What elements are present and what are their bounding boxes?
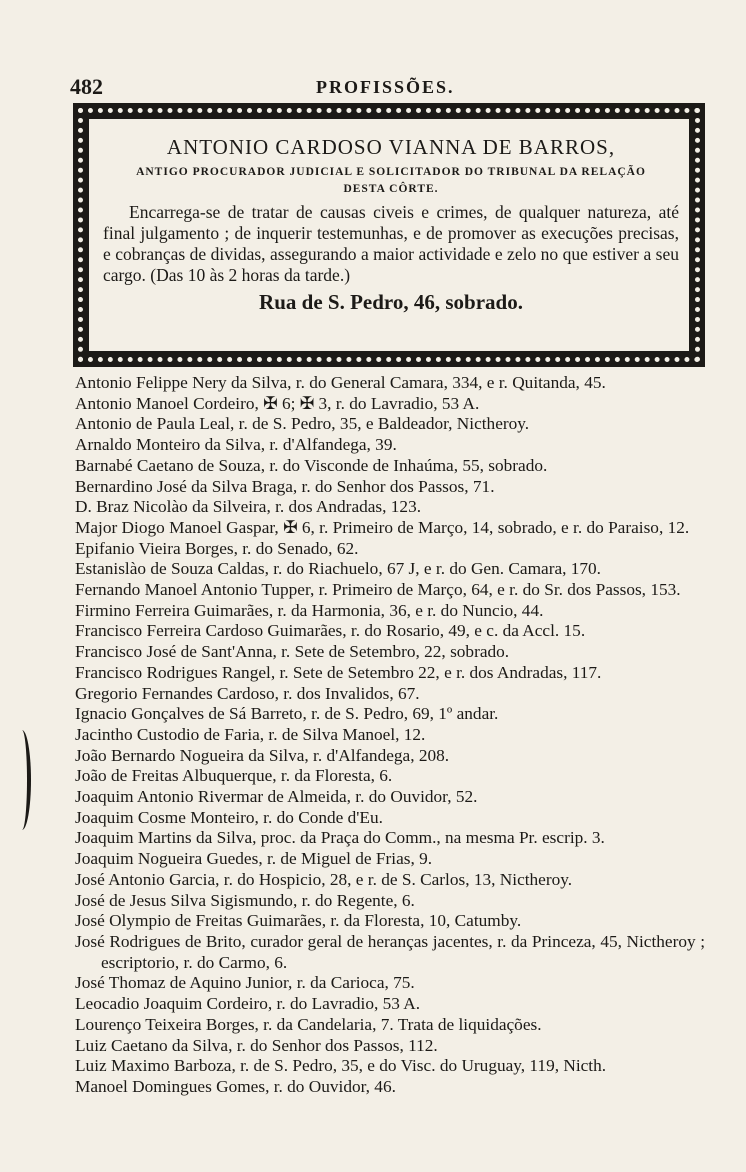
directory-entry: Luiz Caetano da Silva, r. do Senhor dos Passos, 112. <box>75 1035 438 1055</box>
directory-entry: José Thomaz de Aquino Junior, r. da Carioca, 75. <box>75 973 415 993</box>
directory-entry: Joaquim Antonio Rivermar de Almeida, r. do Ouvidor, 52. <box>75 787 478 807</box>
directory-entry: Bernardino José da Silva Braga, r. do Senhor dos Passos, 71. <box>75 476 495 496</box>
directory-entry: D. Braz Nicolào da Silveira, r. dos Andradas, 123. <box>75 497 422 517</box>
directory-entry: Jacintho Custodio de Faria, r. de Silva Manoel, 12. <box>75 724 426 744</box>
advertisement-box <box>73 103 705 367</box>
directory-entry: Epifanio Vieira Borges, r. do Senado, 62. <box>75 538 359 558</box>
directory-entry: Estanislào de Souza Caldas, r. do Riachuelo, 67 J, e r. do Gen. Camara, 170. <box>75 559 602 579</box>
margin-bracket-mark <box>13 730 31 830</box>
directory-entry: Fernando Manoel Antonio Tupper, r. Primeiro de Março, 64, e r. do Sr. dos Passos, 153. <box>75 580 681 600</box>
directory-entry: José Antonio Garcia, r. do Hospicio, 28, e r. de S. Carlos, 13, Nictheroy. <box>75 869 573 889</box>
advertisement-content <box>103 135 679 315</box>
directory-entry: Francisco José de Sant'Anna, r. Sete de Setembro, 22, sobrado. <box>75 642 510 662</box>
directory-entry: João Bernardo Nogueira da Silva, r. d'Alfandega, 208. <box>75 745 450 765</box>
advertisement-body: Encarrega-se de tratar de causas civeis e crimes, de qualquer natureza, até final julgamento ; de inquerir testemunhas, e de promover as execuções precisas, e cobranças de dividas, assegurando a maior actividade e zelo no que estiver a seu cargo. (Das 10 às 2 horas da tarde.) <box>103 202 679 285</box>
advertisement-subtitle: ANTIGO PROCURADOR JUDICIAL E SOLICITADOR DO TRIBUNAL DA RELAÇÃO DESTA CÔRTE. <box>136 166 646 195</box>
directory-entry: Francisco Ferreira Cardoso Guimarães, r. do Rosario, 49, e c. da Accl. 15. <box>75 621 586 641</box>
directory-entry: Manoel Domingues Gomes, r. do Ouvidor, 46. <box>75 1076 396 1096</box>
advertisement-name: ANTONIO CARDOSO VIANNA DE BARROS, <box>166 135 616 159</box>
directory-entry: José de Jesus Silva Sigismundo, r. do Regente, 6. <box>75 890 415 910</box>
directory-entry: Antonio Felippe Nery da Silva, r. do General Camara, 334, e r. Quitanda, 45. <box>75 373 606 392</box>
directory-entry: Antonio de Paula Leal, r. de S. Pedro, 35, e Baldeador, Nictheroy. <box>75 414 530 434</box>
directory-entry: Lourenço Teixeira Borges, r. da Candelaria, 7. Trata de liquidações. <box>75 1014 542 1034</box>
directory-entry: Major Diogo Manoel Gaspar, ✠ 6, r. Primeiro de Março, 14, sobrado, e r. do Paraiso, 12. <box>75 517 690 537</box>
directory-entry: Luiz Maximo Barboza, r. de S. Pedro, 35, e do Visc. do Uruguay, 119, Nicth. <box>75 1056 607 1076</box>
directory-entry: José Olympio de Freitas Guimarães, r. da Floresta, 10, Catumby. <box>75 911 522 931</box>
directory-entry: Ignacio Gonçalves de Sá Barreto, r. de S. Pedro, 69, 1º andar. <box>75 704 499 724</box>
directory-entry: Arnaldo Monteiro da Silva, r. d'Alfandega, 39. <box>75 435 397 455</box>
directory-entry: Joaquim Cosme Monteiro, r. do Conde d'Eu. <box>75 807 383 827</box>
directory-entry: Joaquim Nogueira Guedes, r. de Miguel de Frias, 9. <box>75 849 433 869</box>
advertisement-address: Rua de S. Pedro, 46, sobrado. <box>259 290 523 314</box>
directory-entry: José Rodrigues de Brito, curador geral de heranças jacentes, r. da Princeza, 45, Nictheroy ; escriptorio, r. do Carmo, 6. <box>75 931 705 972</box>
running-head: PROFISSÕES. <box>316 77 455 97</box>
directory-list <box>75 373 705 1098</box>
directory-entry: Gregorio Fernandes Cardoso, r. dos Invalidos, 67. <box>75 683 420 703</box>
directory-entry: Antonio Manoel Cordeiro, ✠ 6; ✠ 3, r. do Lavradio, 53 A. <box>75 393 480 413</box>
directory-entry: Barnabé Caetano de Souza, r. do Visconde de Inhaúma, 55, sobrado. <box>75 455 548 475</box>
directory-entry: Leocadio Joaquim Cordeiro, r. do Lavradio, 53 A. <box>75 994 421 1014</box>
page-number: 482 <box>70 74 103 99</box>
directory-entry: João de Freitas Albuquerque, r. da Floresta, 6. <box>75 766 393 786</box>
directory-entry: Firmino Ferreira Guimarães, r. da Harmonia, 36, e r. do Nuncio, 44. <box>75 600 544 620</box>
directory-entry: Francisco Rodrigues Rangel, r. Sete de Setembro 22, e r. dos Andradas, 117. <box>75 662 602 682</box>
directory-entry: Joaquim Martins da Silva, proc. da Praça do Comm., na mesma Pr. escrip. 3. <box>75 828 605 848</box>
